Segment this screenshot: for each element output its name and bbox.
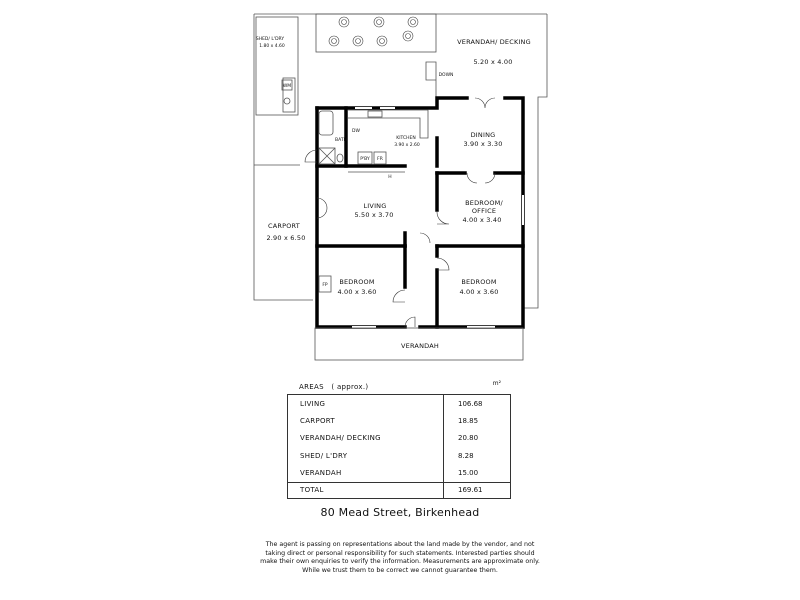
wm-label: WM <box>282 84 292 89</box>
table-row <box>288 447 510 464</box>
carport-dims: 2.90 x 6.50 <box>266 234 306 242</box>
table-row <box>288 412 510 429</box>
fridge-label: FR <box>377 157 383 162</box>
living-dims: 5.50 x 3.70 <box>354 211 394 219</box>
decking-dims: 5.20 x 4.00 <box>473 58 513 66</box>
kitchen-bench <box>348 110 428 138</box>
pantry-label: P'BY <box>360 157 370 162</box>
door-hall <box>420 233 430 243</box>
area-value: 18.85 <box>458 417 479 426</box>
lot-boundary-right <box>523 14 547 308</box>
shed-dims: 1.80 x 4.60 <box>259 44 285 49</box>
total-name: TOTAL <box>288 483 444 498</box>
shed-label: SHED/ L'DRY <box>255 37 285 42</box>
office-dims: 4.00 x 3.40 <box>462 216 502 224</box>
door-office <box>437 212 449 224</box>
door-dining-top <box>475 98 495 108</box>
office-label-1: BEDROOM/ <box>465 199 503 207</box>
areas-title: AREAS ( approx.) <box>299 383 369 391</box>
kitchen-label: KITCHEN <box>396 136 416 141</box>
fp-label: FP <box>322 283 328 288</box>
sink-icon <box>284 98 290 104</box>
bathtub-icon <box>319 111 333 135</box>
bedroom1-label: BEDROOM <box>339 278 375 286</box>
door-laundry-exit <box>305 150 317 162</box>
kitchen-dims: 3.90 x 2.60 <box>394 143 420 148</box>
house-exterior-wall-top <box>317 98 467 108</box>
h-label: H <box>388 175 392 180</box>
dining-dims: 3.90 x 3.30 <box>463 140 503 148</box>
disclaimer-line: The agent is passing on representations about the land made by the vendor, and not <box>265 541 535 548</box>
table-row <box>288 465 510 482</box>
area-value: 106.68 <box>458 399 483 408</box>
kitchen-sink <box>368 111 382 117</box>
down-label: DOWN <box>438 73 454 78</box>
living-label: LIVING <box>363 202 387 210</box>
door-bed2 <box>437 258 449 270</box>
decking-label: VERANDAH/ DECKING <box>457 38 531 46</box>
decking-outline <box>426 62 436 97</box>
disclaimer-line: make their own enquiries to verify the information. Measurements are approximate only. <box>260 558 540 566</box>
area-value: 15.00 <box>458 469 479 478</box>
garden-trees <box>316 14 436 52</box>
area-name: VERANDAH/ DECKING <box>288 430 444 447</box>
disclaimer-line: While we trust them to be correct we cannot guarantee them. <box>302 567 498 575</box>
disclaimer <box>250 541 550 576</box>
dining-label: DINING <box>470 131 496 139</box>
area-name: LIVING <box>288 395 444 412</box>
table-row <box>288 430 510 447</box>
bedroom2-label: BEDROOM <box>461 278 497 286</box>
toilet-icon <box>337 154 343 162</box>
verandah-label: VERANDAH <box>401 342 439 350</box>
areas-table <box>287 394 511 499</box>
shed-outline <box>256 17 298 115</box>
areas-unit: m² <box>492 380 501 387</box>
areas-header <box>287 380 509 394</box>
bath-label: BATH <box>335 138 347 143</box>
area-value: 8.28 <box>458 451 474 460</box>
door-office-top <box>467 173 495 183</box>
property-address: 80 Mead Street, Birkenhead <box>320 506 480 519</box>
disclaimer-line: taking direct or personal responsibility for such statements. Interested parties should <box>265 549 535 557</box>
door-bed1 <box>393 290 405 302</box>
areas-table-block <box>287 380 509 499</box>
area-name: CARPORT <box>288 412 444 429</box>
total-value: 169.61 <box>458 486 483 495</box>
bedroom1-dims: 4.00 x 3.60 <box>337 288 377 296</box>
dw-label: DW <box>352 129 360 134</box>
area-name: VERANDAH <box>288 465 444 482</box>
total-row <box>288 482 510 498</box>
carport-label: CARPORT <box>268 222 300 230</box>
bedroom2-dims: 4.00 x 3.60 <box>459 288 499 296</box>
table-row <box>288 395 510 412</box>
area-value: 20.80 <box>458 434 479 443</box>
area-name: SHED/ L'DRY <box>288 447 444 464</box>
lot-boundary <box>254 14 313 300</box>
office-label-2: OFFICE <box>471 207 497 215</box>
